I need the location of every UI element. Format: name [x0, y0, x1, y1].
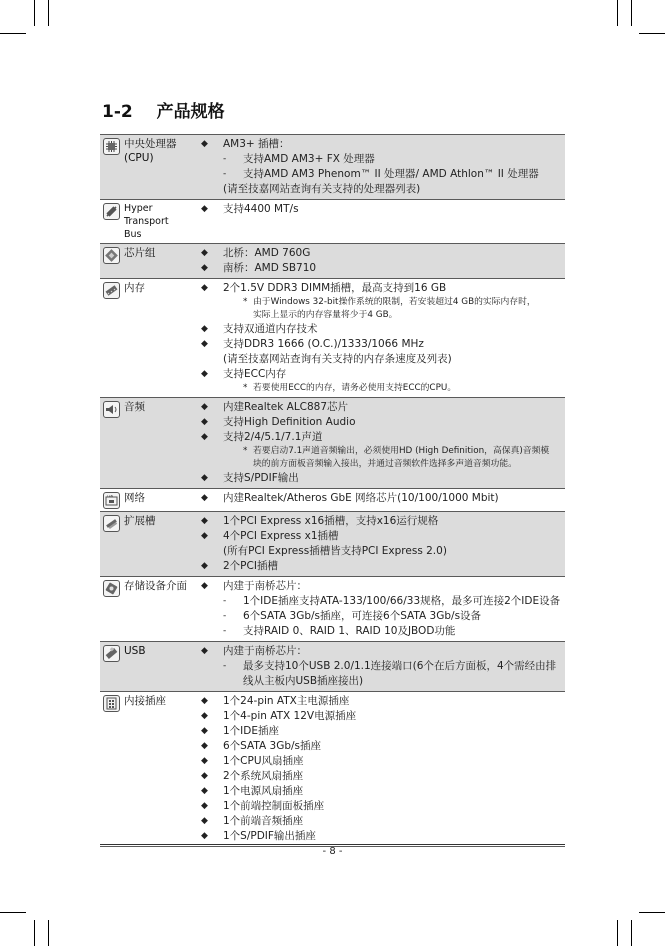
spec-row-title: Hyper Transport Bus [124, 203, 169, 240]
spec-row-title: 存储设备介面 [124, 580, 187, 592]
crop-mark [34, 0, 35, 26]
spec-bullet-item [197, 799, 565, 814]
storage-icon [103, 580, 120, 597]
spec-line-text: 若要使用ECC的内存，请务必使用支持ECC的CPU。 [253, 383, 457, 393]
spec-line-text: 1个IDE插座支持ATA-133/100/66/33规格，最多可连接2个IDE设备 [243, 595, 561, 607]
spec-bullet-item [197, 261, 565, 276]
spec-row [100, 488, 565, 511]
spec-bullet-item [197, 739, 565, 754]
bullet-marker: ◆ [201, 646, 208, 656]
connector-icon [103, 695, 120, 712]
spec-sub-line [197, 659, 565, 674]
spec-line-text: (请至技嘉网站查询有关支持的内存条速度及列表) [223, 353, 452, 365]
spec-row-label [100, 692, 197, 846]
spec-sub-line [197, 594, 565, 609]
bullet-marker: ◆ [201, 516, 208, 526]
bullet-marker: ◆ [201, 139, 208, 149]
spec-row-title: USB [124, 645, 146, 657]
spec-row-title: 中央处理器 (CPU) [124, 138, 177, 164]
spec-cont-line [197, 352, 565, 367]
bullet-marker: ◆ [201, 756, 208, 766]
spec-line-text: 支持AMD AM3 Phenom™ II 处理器/ AMD Athlon™ II 处理器 [243, 168, 539, 180]
spec-row-title: 音频 [124, 401, 145, 413]
sub-marker: - [223, 169, 227, 179]
spec-bullet-item [197, 281, 565, 296]
spec-row-content [197, 577, 565, 641]
spec-bullet-item [197, 529, 565, 544]
spec-line-text: (请至技嘉网站查询有关支持的处理器列表) [223, 183, 421, 195]
spec-row-label [100, 200, 197, 243]
sub-marker: - [223, 596, 227, 606]
spec-line-text: 若要启动7.1声道音频输出，必须使用HD (High Definition，高保真)音频模 [253, 446, 550, 456]
spec-line-text: 南桥：AMD SB710 [223, 262, 317, 274]
bullet-marker: ◆ [201, 473, 208, 483]
spec-line-text: 内建于南桥芯片： [223, 580, 307, 592]
spec-row-label [100, 279, 197, 397]
spec-bullet-item [197, 829, 565, 844]
spec-row-content [197, 489, 565, 511]
spec-bullet-item [197, 246, 565, 261]
spec-row [100, 511, 565, 576]
spec-line-text: 块的前方面板音频输入接出，并通过音频软件选择多声道音频功能。 [253, 459, 517, 469]
spec-line-text: 内建于南桥芯片： [223, 645, 307, 657]
spec-row-label [100, 489, 197, 511]
spec-note-line [197, 296, 565, 309]
spec-row [100, 641, 565, 691]
spec-bullet-item [197, 337, 565, 352]
spec-row [100, 397, 565, 488]
spec-line-text: 内建Realtek/Atheros GbE 网络芯片(10/100/1000 Mbit) [223, 492, 499, 504]
bullet-marker: ◆ [201, 402, 208, 412]
bullet-marker: ◆ [201, 771, 208, 781]
sub-marker: - [223, 661, 227, 671]
svg-text:LAN: LAN [107, 494, 114, 498]
spec-line-text: 实际上显示的内存容量将少于4 GB。 [253, 310, 398, 320]
spec-line-text: 支持双通道内存技术 [223, 323, 318, 335]
spec-bullet-item [197, 400, 565, 415]
spec-line-text: (所有PCI Express插槽皆支持PCI Express 2.0) [223, 545, 447, 557]
bullet-marker: ◆ [201, 581, 208, 591]
spec-row-label [100, 512, 197, 576]
spec-bullet-item [197, 202, 565, 217]
spec-row-content [197, 200, 565, 243]
crop-mark [617, 920, 618, 946]
chipset-icon [103, 247, 120, 264]
spec-row-content [197, 279, 565, 397]
spec-row-label [100, 642, 197, 691]
spec-row [100, 199, 565, 243]
spec-line-text: 支持ECC内存 [223, 368, 287, 380]
spec-row [100, 278, 565, 397]
sub-marker: - [223, 626, 227, 636]
spec-line-text: 4个PCI Express x1插槽 [223, 530, 339, 542]
spec-line-text: 1个S/PDIF输出插座 [223, 830, 316, 842]
spec-line-text: 1个24-pin ATX主电源插座 [223, 695, 350, 707]
spec-line-text: 1个电源风扇插座 [223, 785, 304, 797]
spec-cont-line [197, 544, 565, 559]
spec-note2-line [197, 309, 565, 322]
spec-row [100, 576, 565, 641]
spec-row-label [100, 577, 197, 641]
spec-line-text: 线从主板内USB插座接出) [243, 675, 364, 687]
lan-icon [103, 492, 120, 509]
spec-bullet-item [197, 769, 565, 784]
memory-icon [103, 282, 120, 299]
spec-row-label [100, 398, 197, 488]
spec-line-text: 1个前端控制面板插座 [223, 800, 325, 812]
spec-line-text: 2个1.5V DDR3 DIMM插槽，最高支持到16 GB [223, 282, 447, 294]
spec-sub-line [197, 167, 565, 182]
bullet-marker: ◆ [201, 711, 208, 721]
section-title: 产品规格 [156, 102, 225, 122]
bus-icon [103, 203, 120, 220]
spec-row-content [197, 692, 565, 846]
bullet-marker: ◆ [201, 339, 208, 349]
spec-row [100, 691, 565, 847]
spec-line-text: 支持High Definition Audio [223, 416, 356, 428]
spec-row [100, 243, 565, 278]
spec-line-text: 支持DDR3 1666 (O.C.)/1333/1066 MHz [223, 338, 424, 350]
spec-bullet-item [197, 322, 565, 337]
spec-line-text: 由于Windows 32-bit操作系统的限制，若安装超过4 GB的实际内存时， [253, 297, 536, 307]
page-number: - 8 - [322, 846, 343, 857]
spec-row-title: 芯片组 [124, 247, 156, 259]
spec-line-text: 6个SATA 3Gb/s插座，可连接6个SATA 3Gb/s设备 [243, 610, 482, 622]
spec-row-title: 扩展槽 [124, 515, 156, 527]
spec-line-text: 内建Realtek ALC887芯片 [223, 401, 349, 413]
bullet-marker: ◆ [201, 369, 208, 379]
spec-row-content [197, 642, 565, 691]
spec-line-text: 1个CPU风扇插座 [223, 755, 304, 767]
bullet-marker: ◆ [201, 263, 208, 273]
spec-line-text: 6个SATA 3Gb/s插座 [223, 740, 322, 752]
spec-bullet-item [197, 644, 565, 659]
bullet-marker: ◆ [201, 204, 208, 214]
bullet-marker: ◆ [201, 816, 208, 826]
spec-row-title: 内存 [124, 282, 145, 294]
crop-mark [631, 920, 632, 946]
spec-sub-line [197, 152, 565, 167]
spec-line-text: AM3+ 插槽： [223, 138, 290, 150]
bullet-marker: ◆ [201, 324, 208, 334]
bullet-marker: ◆ [201, 283, 208, 293]
spec-row-content [197, 398, 565, 488]
spec-bullet-item [197, 814, 565, 829]
spec-line-text: 2个PCI插槽 [223, 560, 278, 572]
note-marker: * [243, 446, 248, 456]
crop-mark [639, 912, 665, 913]
spec-row [100, 134, 565, 199]
bullet-marker: ◆ [201, 531, 208, 541]
crop-mark [48, 920, 49, 946]
crop-mark [0, 912, 26, 913]
usb-icon [103, 645, 120, 662]
bullet-marker: ◆ [201, 741, 208, 751]
spec-line-text: 支持S/PDIF输出 [223, 472, 299, 484]
bullet-marker: ◆ [201, 417, 208, 427]
spec-row-content [197, 244, 565, 278]
spec-bullet-item [197, 724, 565, 739]
bullet-marker: ◆ [201, 432, 208, 442]
spec-line-text: 支持2/4/5.1/7.1声道 [223, 431, 323, 443]
bullet-marker: ◆ [201, 726, 208, 736]
bullet-marker: ◆ [201, 696, 208, 706]
spec-cont2-line [197, 674, 565, 689]
bullet-marker: ◆ [201, 801, 208, 811]
spec-row-title: 网络 [124, 492, 145, 504]
spec-bullet-item [197, 367, 565, 382]
spec-bullet-item [197, 694, 565, 709]
spec-table [100, 134, 565, 847]
bullet-marker: ◆ [201, 493, 208, 503]
spec-line-text: 1个4-pin ATX 12V电源插座 [223, 710, 357, 722]
spec-bullet-item [197, 579, 565, 594]
bullet-marker: ◆ [201, 248, 208, 258]
note-marker: * [243, 383, 248, 393]
spec-line-text: 2个系统风扇插座 [223, 770, 304, 782]
spec-line-text: 北桥：AMD 760G [223, 247, 311, 259]
spec-bullet-item [197, 491, 565, 506]
spec-cont-line [197, 182, 565, 197]
spec-bullet-item [197, 415, 565, 430]
footer-rule [100, 844, 565, 845]
spec-sub-line [197, 624, 565, 639]
cpu-icon [103, 138, 120, 155]
spec-row-label [100, 135, 197, 199]
section-number: 1-2 [102, 102, 133, 122]
spec-bullet-item [197, 784, 565, 799]
spec-line-text: 1个PCI Express x16插槽，支持x16运行规格 [223, 515, 439, 527]
spec-line-text: 支持4400 MT/s [223, 203, 299, 215]
spec-line-text: 支持AMD AM3+ FX 处理器 [243, 153, 375, 165]
bullet-marker: ◆ [201, 831, 208, 841]
crop-mark [631, 0, 632, 26]
spec-bullet-item [197, 754, 565, 769]
crop-mark [48, 0, 49, 26]
spec-note2-line [197, 458, 565, 471]
spec-row-content [197, 135, 565, 199]
crop-mark [639, 33, 665, 34]
spec-bullet-item [197, 709, 565, 724]
spec-line-text: 1个IDE插座 [223, 725, 279, 737]
crop-mark [0, 33, 26, 34]
spec-sub-line [197, 609, 565, 624]
spec-row-content [197, 512, 565, 576]
crop-mark [34, 920, 35, 946]
section-heading [102, 97, 225, 122]
spec-bullet-item [197, 514, 565, 529]
bullet-marker: ◆ [201, 786, 208, 796]
spec-row-title: 内接插座 [124, 695, 166, 707]
bullet-marker: ◆ [201, 561, 208, 571]
spec-line-text: 支持RAID 0、RAID 1、RAID 10及JBOD功能 [243, 625, 456, 637]
spec-note-line [197, 382, 565, 395]
spec-line-text: 1个前端音频插座 [223, 815, 304, 827]
expansion-slot-icon [103, 515, 120, 532]
speaker-icon [103, 401, 120, 418]
crop-mark [617, 0, 618, 26]
spec-bullet-item [197, 430, 565, 445]
sub-marker: - [223, 611, 227, 621]
spec-row-label [100, 244, 197, 278]
spec-note-line [197, 445, 565, 458]
spec-bullet-item [197, 559, 565, 574]
spec-bullet-item [197, 137, 565, 152]
spec-line-text: 最多支持10个USB 2.0/1.1连接端口(6个在后方面板，4个需经由排 [243, 660, 557, 672]
sub-marker: - [223, 154, 227, 164]
spec-bullet-item [197, 471, 565, 486]
note-marker: * [243, 297, 248, 307]
